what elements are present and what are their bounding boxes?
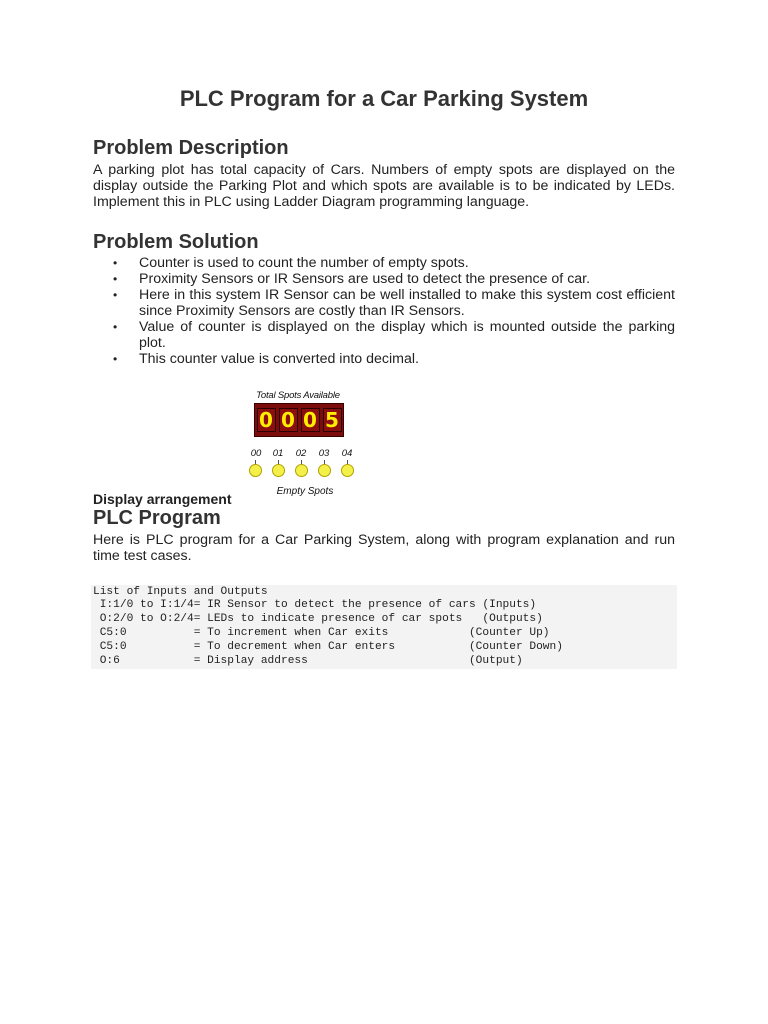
list-item: • This counter value is converted into decimal.: [93, 351, 675, 367]
list-item: • Here in this system IR Sensor can be well installed to make this system cost efficient since Proximity Sensors are costly than IR Sensors.: [93, 287, 675, 319]
problem-description-text: A parking plot has total capacity of Cars. Numbers of empty spots are displayed on the display outside the Parking Plot and which spots are available is to be indicated by LEDs. Implement this in PLC using Ladder Diagram programming language.: [93, 162, 675, 210]
code-line: I:1/0 to I:1/4= IR Sensor to detect the presence of cars (Inputs): [93, 599, 537, 611]
led-label: 04: [341, 448, 353, 459]
seven-segment-display: [254, 403, 344, 437]
led-label: 03: [318, 448, 330, 459]
code-line: O:2/0 to O:2/4= LEDs to indicate presence of car spots (Outputs): [93, 613, 543, 625]
led-indicator-icon: [249, 464, 262, 477]
empty-spots-caption: Empty Spots: [276, 486, 334, 497]
page-title: PLC Program for a Car Parking System: [179, 86, 589, 111]
problem-solution-list: [93, 255, 675, 367]
problem-description-heading: Problem Description: [93, 137, 289, 159]
plc-program-text: Here is PLC program for a Car Parking System, along with program explanation and run time test cases.: [93, 532, 675, 564]
led-labels: [246, 448, 358, 460]
led-indicator-icon: [318, 464, 331, 477]
led-label: 01: [272, 448, 284, 459]
list-item: • Counter is used to count the number of empty spots.: [93, 255, 675, 271]
code-line: C5:0 = To decrement when Car enters (Counter Down): [93, 641, 563, 653]
list-item: • Value of counter is displayed on the display which is mounted outside the parking plot.: [93, 319, 675, 351]
code-line: List of Inputs and Outputs: [93, 586, 268, 598]
code-block: [91, 585, 677, 669]
code-line: O:6 = Display address (Output): [93, 655, 523, 667]
led-indicator-icon: [272, 464, 285, 477]
display-digit: 0: [257, 408, 276, 432]
problem-solution-heading: Problem Solution: [93, 231, 259, 253]
display-digit: 0: [301, 408, 320, 432]
display-digit: 5: [323, 408, 342, 432]
total-spots-caption: Total Spots Available: [256, 390, 340, 401]
led-label: 00: [250, 448, 262, 459]
plc-program-heading: PLC Program: [93, 507, 221, 529]
display-arrangement-figure: [246, 390, 358, 502]
led-indicator-icon: [295, 464, 308, 477]
display-digit: 0: [279, 408, 298, 432]
led-indicator-icon: [341, 464, 354, 477]
led-label: 02: [295, 448, 307, 459]
code-line: C5:0 = To increment when Car exits (Counter Up): [93, 627, 550, 639]
figure-label: Display arrangement: [93, 491, 232, 507]
list-item: • Proximity Sensors or IR Sensors are used to detect the presence of car.: [93, 271, 675, 287]
